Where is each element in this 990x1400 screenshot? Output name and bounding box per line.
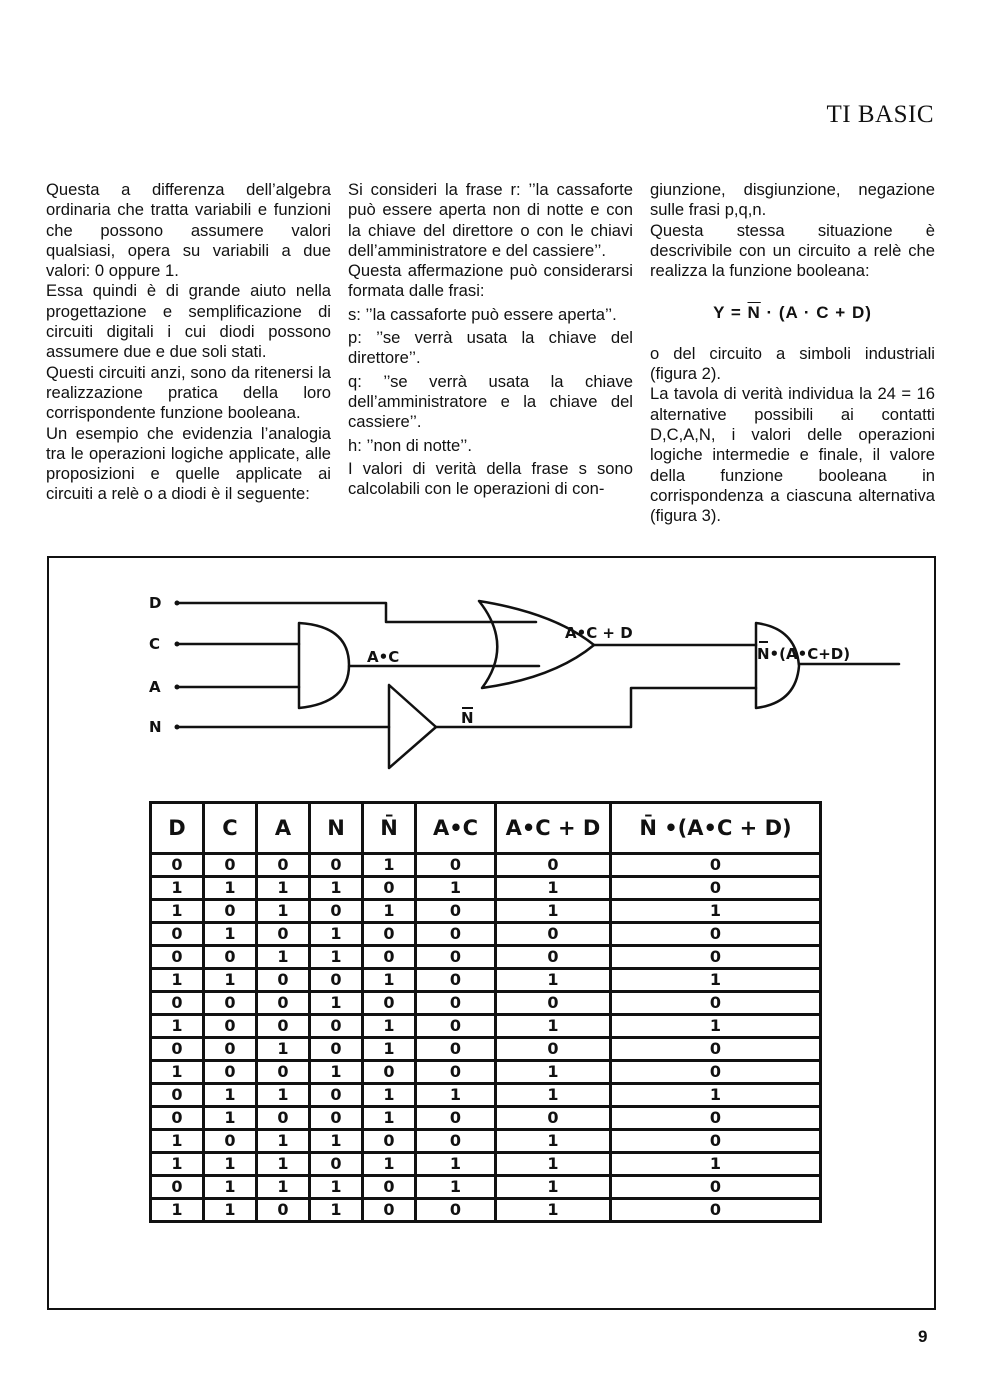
table-cell: 1 [151, 900, 204, 923]
paragraph: s: ’’la cassaforte può essere aperta’’. [348, 304, 617, 324]
page-number: 9 [918, 1327, 928, 1346]
table-cell: 1 [151, 1015, 204, 1038]
table-cell: 0 [416, 1199, 496, 1222]
table-cell: 1 [204, 1153, 257, 1176]
table-cell: 0 [204, 854, 257, 877]
text-columns [46, 180, 936, 526]
table-cell: 1 [204, 923, 257, 946]
table-cell: 0 [416, 1015, 496, 1038]
table-cell: 1 [310, 992, 363, 1015]
table-cell: 0 [496, 923, 611, 946]
table-cell: 0 [611, 1176, 821, 1199]
table-cell: 0 [204, 946, 257, 969]
text-column-3 [650, 180, 935, 526]
input-label-a: A [149, 678, 161, 696]
paragraph: o del circuito a simboli industriali (figura 2). [650, 343, 935, 384]
table-cell: 0 [416, 1061, 496, 1084]
table-cell: 1 [310, 946, 363, 969]
table-cell: 1 [257, 1176, 310, 1199]
table-cell: 0 [204, 1061, 257, 1084]
table-cell: 1 [496, 1153, 611, 1176]
column-header: A [257, 803, 310, 854]
paragraph: Questa stessa situazione è descrivibile con un circuito a relè che realizza la funzione booleana: [650, 220, 935, 281]
table-cell: 1 [204, 1107, 257, 1130]
table-cell: 0 [363, 923, 416, 946]
paragraph: La tavola di verità individua la 24 = 16 alternative possibili ai contatti D,C,A,N, i valori delle operazioni logiche intermedie e finale, il valore della funzione booleana in corrispondenza a ciascuna alternativa (figura 3). [650, 384, 935, 526]
table-cell: 1 [611, 1084, 821, 1107]
paragraph: Essa quindi è di grande aiuto nella progettazione e semplificazione di circuiti digitali i cui diodi possono assumere due e due soli stati. [46, 281, 331, 362]
table-cell: 0 [416, 923, 496, 946]
table-cell: 1 [257, 900, 310, 923]
table-cell: 0 [310, 1038, 363, 1061]
table-cell: 1 [416, 1084, 496, 1107]
running-head: TI BASIC [826, 101, 934, 128]
table-row [151, 1015, 821, 1038]
table-cell: 0 [310, 1107, 363, 1130]
truth-table-header-row [151, 803, 821, 854]
input-terminal-a [175, 685, 180, 690]
table-cell: 1 [496, 1061, 611, 1084]
table-cell: 0 [310, 1015, 363, 1038]
table-cell: 1 [416, 1176, 496, 1199]
table-cell: 1 [257, 946, 310, 969]
paragraph: q: ’’se verrà usata la chiave dell’amministratore e la chiave del cassiere’’. [348, 371, 633, 432]
table-cell: 0 [496, 854, 611, 877]
table-cell: 0 [611, 1038, 821, 1061]
formula-rhs: · (A · C + D) [760, 303, 872, 323]
table-row [151, 1199, 821, 1222]
table-cell: 0 [204, 992, 257, 1015]
table-cell: 1 [204, 1199, 257, 1222]
table-cell: 0 [363, 1061, 416, 1084]
table-cell: 0 [151, 1107, 204, 1130]
formula-lhs: Y = [713, 303, 748, 323]
text-column-1 [46, 180, 331, 526]
table-cell: 0 [257, 1015, 310, 1038]
table-cell: 0 [611, 877, 821, 900]
table-cell: 1 [363, 1153, 416, 1176]
table-row [151, 1061, 821, 1084]
table-cell: 0 [363, 877, 416, 900]
table-cell: 0 [416, 900, 496, 923]
logic-circuit-diagram [49, 558, 934, 798]
table-cell: 1 [257, 877, 310, 900]
table-row [151, 946, 821, 969]
table-cell: 1 [363, 1084, 416, 1107]
table-cell: 0 [416, 1130, 496, 1153]
table-cell: 1 [204, 877, 257, 900]
table-row [151, 900, 821, 923]
table-cell: 0 [310, 1084, 363, 1107]
table-cell: 0 [496, 992, 611, 1015]
table-cell: 0 [611, 946, 821, 969]
table-cell: 0 [363, 946, 416, 969]
table-cell: 0 [611, 854, 821, 877]
table-cell: 1 [310, 923, 363, 946]
paragraph: Un esempio che evidenzia l’analogia tra le operazioni logiche applicate, alle proposizioni e quelle applicate ai circuiti a relè o a diodi è il seguente: [46, 423, 331, 504]
table-cell: 1 [496, 1199, 611, 1222]
input-terminal-d [175, 601, 180, 606]
table-cell: 0 [416, 854, 496, 877]
table-cell: 1 [496, 877, 611, 900]
paragraph: Si consideri la frase r: ’’la cassaforte può essere aperta non di notte e con la chiave del direttore o con le chiavi dell’amministratore e del cassiere’’. [348, 180, 633, 260]
table-cell: 1 [204, 1176, 257, 1199]
table-cell: 0 [611, 1130, 821, 1153]
table-cell: 0 [257, 1061, 310, 1084]
table-cell: 0 [151, 946, 204, 969]
table-cell: 0 [496, 1038, 611, 1061]
table-cell: 1 [310, 1130, 363, 1153]
table-cell: 0 [257, 923, 310, 946]
truth-table [149, 801, 822, 1223]
table-cell: 0 [151, 923, 204, 946]
table-cell: 0 [416, 1107, 496, 1130]
table-cell: 0 [204, 1038, 257, 1061]
or-output-label: A•C + D [565, 624, 633, 642]
table-cell: 1 [310, 877, 363, 900]
table-cell: 0 [257, 1107, 310, 1130]
table-cell: 1 [151, 1061, 204, 1084]
table-row [151, 969, 821, 992]
text-column-2 [348, 180, 633, 526]
column-header: D [151, 803, 204, 854]
table-cell: 1 [363, 1038, 416, 1061]
column-header: A•C [416, 803, 496, 854]
table-cell: 0 [363, 1176, 416, 1199]
table-cell: 0 [257, 992, 310, 1015]
input-label-d: D [149, 594, 162, 612]
input-terminal-n [175, 725, 180, 730]
table-cell: 0 [416, 992, 496, 1015]
table-cell: 1 [611, 969, 821, 992]
paragraph: h: ’’non di notte’’. [348, 435, 472, 455]
table-cell: 0 [151, 1084, 204, 1107]
table-cell: 1 [363, 1107, 416, 1130]
column-header: C [204, 803, 257, 854]
table-cell: 1 [310, 1176, 363, 1199]
table-cell: 0 [204, 900, 257, 923]
and2-output-label: N•(A•C+D) [757, 645, 851, 663]
table-cell: 0 [496, 946, 611, 969]
table-cell: 0 [611, 923, 821, 946]
column-header: N̄ [363, 803, 416, 854]
table-cell: 1 [257, 1084, 310, 1107]
table-cell: 0 [310, 969, 363, 992]
table-cell: 1 [416, 1153, 496, 1176]
table-cell: 1 [151, 1199, 204, 1222]
table-cell: 1 [416, 877, 496, 900]
table-cell: 1 [151, 1153, 204, 1176]
table-cell: 1 [363, 854, 416, 877]
column-header: N [310, 803, 363, 854]
paragraph: I valori di verità della frase s sono calcolabili con le operazioni di con- [348, 458, 633, 499]
paragraph: p: ’’se verrà usata la chiave del direttore’’. [348, 328, 633, 368]
table-cell: 0 [204, 1130, 257, 1153]
table-row [151, 1130, 821, 1153]
table-row [151, 923, 821, 946]
and-output-label: A•C [367, 648, 400, 666]
column-header: N̄ •(A•C + D) [611, 803, 821, 854]
table-cell: 1 [151, 1130, 204, 1153]
table-cell: 1 [611, 1153, 821, 1176]
input-label-n: N [149, 718, 162, 736]
table-cell: 1 [151, 969, 204, 992]
table-cell: 1 [496, 969, 611, 992]
table-cell: 1 [496, 1084, 611, 1107]
table-cell: 1 [363, 1015, 416, 1038]
table-cell: 0 [310, 854, 363, 877]
table-cell: 0 [151, 992, 204, 1015]
table-cell: 0 [151, 854, 204, 877]
table-cell: 0 [363, 1199, 416, 1222]
table-cell: 0 [151, 1038, 204, 1061]
table-row [151, 1038, 821, 1061]
figure-box [47, 556, 936, 1310]
table-cell: 1 [257, 1038, 310, 1061]
table-row [151, 992, 821, 1015]
table-cell: 0 [611, 1199, 821, 1222]
table-cell: 0 [363, 1130, 416, 1153]
table-row [151, 877, 821, 900]
table-cell: 1 [151, 877, 204, 900]
table-cell: 0 [257, 969, 310, 992]
table-cell: 0 [363, 992, 416, 1015]
input-terminal-c [175, 642, 180, 647]
table-row [151, 1153, 821, 1176]
table-cell: 0 [611, 1061, 821, 1084]
table-row [151, 1084, 821, 1107]
table-cell: 1 [611, 900, 821, 923]
input-label-c: C [149, 635, 161, 653]
table-cell: 1 [496, 1130, 611, 1153]
table-cell: 1 [310, 1061, 363, 1084]
paragraph: Questa affermazione può considerarsi formata dalle frasi: [348, 261, 633, 301]
table-cell: 1 [496, 1015, 611, 1038]
paragraph: giunzione, disgiunzione, negazione sulle frasi p,q,n. [650, 180, 935, 220]
table-row [151, 854, 821, 877]
paragraph: Questa a differenza dell’algebra ordinaria che tratta variabili e funzioni che possono assumere valori qualsiasi, opera su variabili a due valori: 0 oppure 1. [46, 180, 331, 281]
table-cell: 0 [310, 1153, 363, 1176]
table-row [151, 1107, 821, 1130]
table-cell: 1 [363, 900, 416, 923]
column-header: A•C + D [496, 803, 611, 854]
table-cell: 0 [204, 1015, 257, 1038]
table-cell: 0 [416, 1038, 496, 1061]
table-cell: 1 [611, 1015, 821, 1038]
table-cell: 0 [151, 1176, 204, 1199]
formula-negated-n: $\overline{N}$ [747, 303, 761, 323]
table-cell: 0 [496, 1107, 611, 1130]
table-cell: 0 [257, 1199, 310, 1222]
table-row [151, 1176, 821, 1199]
table-cell: 1 [363, 969, 416, 992]
table-cell: 1 [496, 1176, 611, 1199]
table-cell: 0 [416, 969, 496, 992]
table-cell: 0 [611, 1107, 821, 1130]
table-cell: 1 [496, 900, 611, 923]
paragraph: Questi circuiti anzi, sono da ritenersi la realizzazione pratica della loro corrispondente funzione booleana. [46, 362, 331, 423]
table-cell: 1 [310, 1199, 363, 1222]
table-cell: 1 [204, 969, 257, 992]
table-cell: 0 [310, 900, 363, 923]
table-cell: 1 [257, 1153, 310, 1176]
table-cell: 1 [204, 1084, 257, 1107]
table-cell: 1 [257, 1130, 310, 1153]
boolean-formula [650, 303, 935, 323]
table-cell: 0 [611, 992, 821, 1015]
table-cell: 0 [257, 854, 310, 877]
not-output-label: N [461, 709, 474, 727]
table-cell: 0 [416, 946, 496, 969]
